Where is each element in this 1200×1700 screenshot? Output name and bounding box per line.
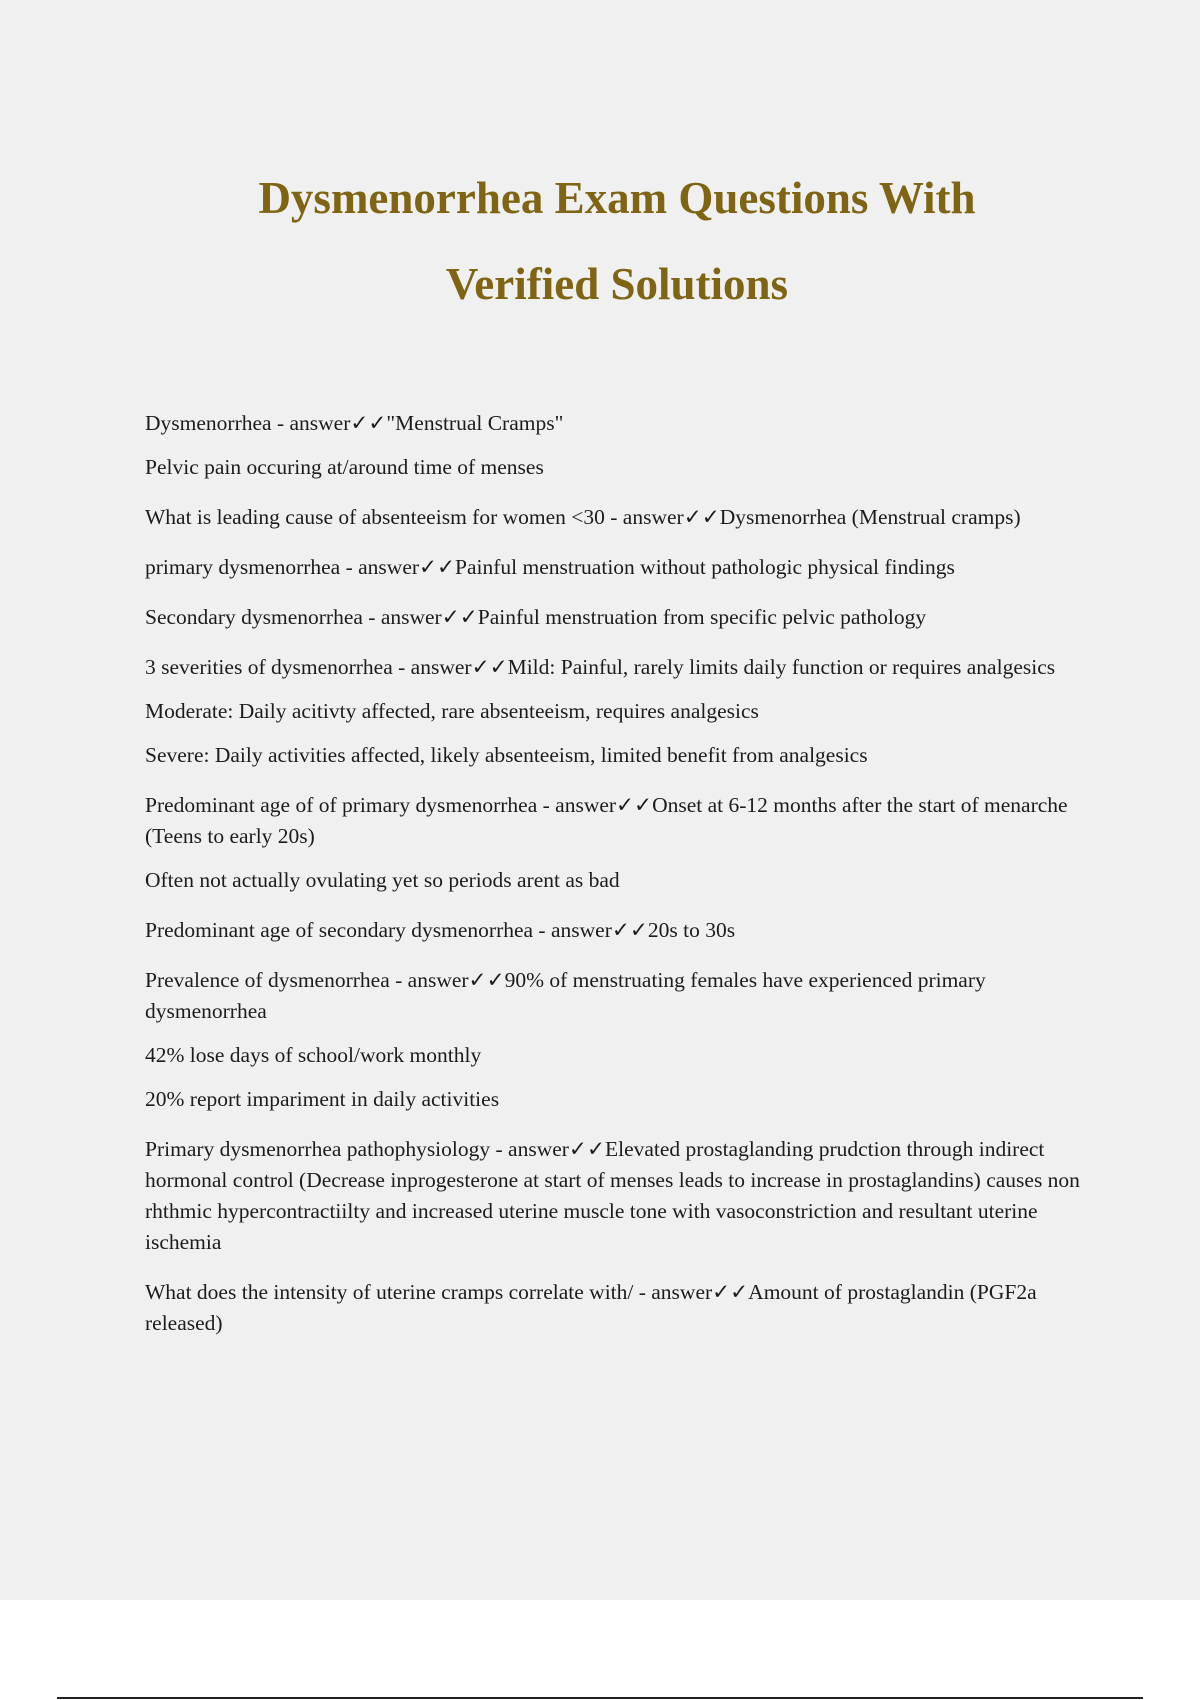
qa-paragraph: 3 severities of dysmenorrhea - answer✓✓Mild: Painful, rarely limits daily function or requires analgesics xyxy=(145,655,1056,679)
qa-paragraph: What is leading cause of absenteeism for women <30 - answer✓✓Dysmenorrhea (Menstrual cramps) xyxy=(145,505,1021,529)
title-line-2: Verified Solutions xyxy=(445,259,789,309)
qa-paragraph: Predominant age of secondary dysmenorrhea - answer✓✓20s to 30s xyxy=(145,918,736,942)
qa-paragraph: Dysmenorrhea - answer✓✓"Menstrual Cramps" xyxy=(145,411,564,435)
qa-paragraph: 20% report impariment in daily activities xyxy=(145,1087,500,1111)
qa-paragraph: Pelvic pain occuring at/around time of menses xyxy=(145,455,544,479)
document-title xyxy=(0,155,1200,327)
qa-paragraph: Secondary dysmenorrhea - answer✓✓Painful menstruation from specific pelvic pathology xyxy=(145,605,927,629)
qa-paragraph: Often not actually ovulating yet so periods arent as bad xyxy=(145,868,620,892)
qa-paragraph: 42% lose days of school/work monthly xyxy=(145,1043,482,1067)
qa-paragraph: Moderate: Daily acitivty affected, rare absenteeism, requires analgesics xyxy=(145,699,759,723)
qa-paragraph: Severe: Daily activities affected, likely absenteeism, limited benefit from analgesics xyxy=(145,743,868,767)
qa-paragraph: primary dysmenorrhea - answer✓✓Painful menstruation without pathologic physical findings xyxy=(145,555,955,579)
qa-paragraph: Predominant age of of primary dysmenorrhea - answer✓✓Onset at 6-12 months after the start of menarche (Teens to early 20s) xyxy=(145,793,1068,848)
qa-paragraph: Primary dysmenorrhea pathophysiology - answer✓✓Elevated prostaglanding prudction through indirect hormonal control (Decrease inprogesterone at start of menses leads to increase in prostaglandins) causes non rhthmic hypercontractiilty and increased uterine muscle tone with vasoconstriction and resultant uterine ischemia xyxy=(145,1137,1080,1254)
title-line-1: Dysmenorrhea Exam Questions With xyxy=(258,173,976,223)
page-divider xyxy=(57,1697,1143,1699)
qa-paragraph: Prevalence of dysmenorrhea - answer✓✓90% of menstruating females have experienced primary dysmenorrhea xyxy=(145,968,986,1023)
qa-paragraph: What does the intensity of uterine cramps correlate with/ - answer✓✓Amount of prostaglandin (PGF2a released) xyxy=(145,1280,1037,1335)
qa-list xyxy=(145,408,1090,1339)
